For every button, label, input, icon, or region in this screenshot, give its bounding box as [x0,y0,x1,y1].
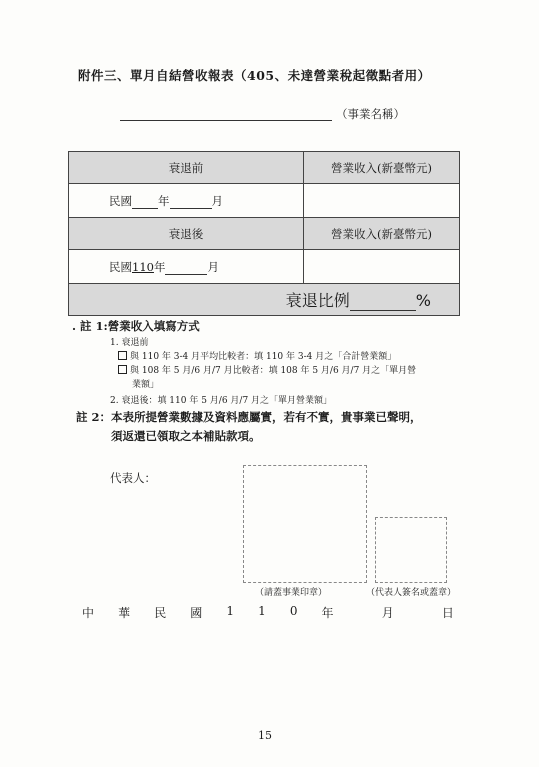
note2-line2: 須返還已領取之本補貼款項。 [111,429,261,443]
after-header-row [69,218,460,250]
company-seal-box[interactable] [243,465,367,583]
ratio-label: 衰退比例 [285,291,350,310]
revenue-table [68,151,460,316]
note1-option-b-cont: 業額」 [132,380,160,390]
decline-ratio-row [69,284,460,316]
representative-seal-box[interactable] [375,517,447,583]
checkbox-icon[interactable] [118,351,127,360]
ratio-unit: % [415,291,431,310]
page-title: 附件三、單月自結營收報表（405、未達營業稅起徵點者用） [78,68,431,83]
month-unit: 月 [211,193,223,208]
note1-option-b: 與 108 年 5 月/6 月/7 月比較者：填 108 年 5 月/6 月/7 月之「單月營 [118,363,416,376]
before-header-row [69,152,460,184]
date-prefix: 民國 [109,259,132,274]
note1-item2: 2. 衰退後：填 110 年 5 月/6 月/7 月之「單月營業額」 [110,396,333,406]
representative-label: 代表人： [110,471,156,485]
note2-line1: 註 2：本表所提營業數據及資料應屬實，若有不實，貴事業已聲明， [76,410,422,424]
before-label: 衰退前 [69,152,304,184]
before-year-blank[interactable] [132,196,158,209]
before-month-blank[interactable] [170,196,212,209]
business-name-field[interactable] [120,120,332,121]
before-date-cell [69,184,304,218]
checkbox-icon[interactable] [118,365,127,374]
year-unit: 年 [158,193,170,208]
before-data-row [69,184,460,218]
ratio-blank[interactable] [350,294,416,311]
decline-ratio-cell [69,284,460,316]
revenue-header-2: 營業收入(新臺幣元) [304,218,460,250]
note1-title: . 註 1:營業收入填寫方式 [72,319,200,333]
after-date-cell [69,250,304,284]
signing-date: 中 華 民 國 1 1 0 年 月 日 [82,604,454,620]
note1-option-a: 與 110 年 3-4 月平均比較者：填 110 年 3-4 月之「合計營業額」 [118,349,396,362]
revenue-header-1: 營業收入(新臺幣元) [304,152,460,184]
after-revenue-field[interactable] [304,250,460,284]
note1-item1: 1. 衰退前 [110,338,149,348]
company-seal-caption: （請蓋事業印章） [255,588,328,598]
month-unit: 月 [207,259,219,274]
page-number: 15 [258,729,272,742]
before-revenue-field[interactable] [304,184,460,218]
date-prefix: 民國 [109,193,132,208]
business-name-label: （事業名稱） [336,107,405,121]
after-month-blank[interactable] [165,262,207,275]
after-year-value: 110 [132,259,154,274]
after-data-row [69,250,460,284]
year-unit: 年 [153,259,166,274]
representative-seal-caption: （代表人簽名或蓋章） [366,588,457,598]
after-label: 衰退後 [69,218,304,250]
